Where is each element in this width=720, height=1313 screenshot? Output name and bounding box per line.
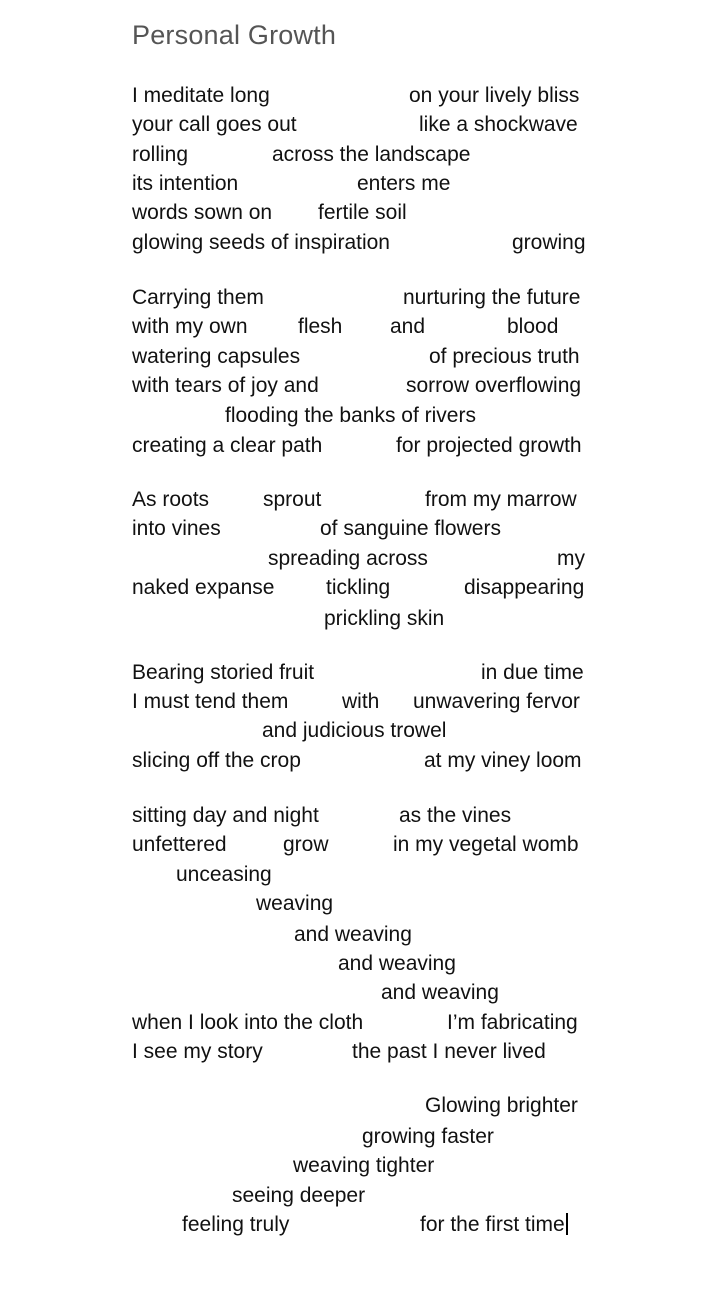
poem-line-segment: sorrow overflowing bbox=[406, 374, 582, 397]
poem-line-segment: grow bbox=[283, 833, 329, 856]
poem-line-segment: into vines bbox=[132, 517, 221, 540]
poem-line-segment: on your lively bliss bbox=[409, 84, 580, 107]
poem-line-segment: and judicious trowel bbox=[262, 719, 447, 742]
poem-line-segment: weaving tighter bbox=[293, 1154, 435, 1177]
poem-line-segment: I meditate long bbox=[132, 84, 270, 107]
poem-line-segment: of precious truth bbox=[429, 345, 580, 368]
poem-line-segment: your call goes out bbox=[132, 113, 297, 136]
poem-line-segment: seeing deeper bbox=[232, 1184, 366, 1207]
poem-line-segment: in due time bbox=[481, 661, 584, 684]
poem-line-segment: tickling bbox=[326, 576, 391, 599]
poem-line-segment: sitting day and night bbox=[132, 804, 319, 827]
poem-line-segment: and weaving bbox=[294, 923, 412, 946]
poem-line-segment: with bbox=[342, 690, 380, 713]
poem-line-segment: weaving bbox=[256, 892, 334, 915]
poem-line-segment: creating a clear path bbox=[132, 434, 323, 457]
poem-line-segment: and weaving bbox=[381, 981, 499, 1004]
poem-line-segment: unceasing bbox=[176, 863, 272, 886]
poem-line-segment: blood bbox=[507, 315, 559, 338]
poem-line-segment: fertile soil bbox=[318, 201, 407, 224]
poem-line-segment: and weaving bbox=[338, 952, 456, 975]
poem-line-segment: Glowing brighter bbox=[425, 1094, 578, 1117]
page-title: Personal Growth bbox=[132, 20, 337, 50]
poem-line-segment: naked expanse bbox=[132, 576, 275, 599]
poem-line-segment: with tears of joy and bbox=[132, 374, 319, 397]
poem-line-segment: prickling skin bbox=[324, 607, 445, 630]
poem-line-segment: watering capsules bbox=[132, 345, 301, 368]
poem-line-segment: slicing off the crop bbox=[132, 749, 301, 772]
poem-line-segment: with my own bbox=[132, 315, 248, 338]
poem-line-segment: Bearing storied fruit bbox=[132, 661, 315, 684]
poem-line-segment: words sown on bbox=[132, 201, 273, 224]
poem-line-segment: enters me bbox=[357, 172, 451, 195]
poem-line-segment: flooding the banks of rivers bbox=[225, 404, 476, 427]
poem-line-segment: rolling bbox=[132, 143, 189, 166]
poem-line-segment: at my viney loom bbox=[424, 749, 582, 772]
poem-line-segment: feeling truly bbox=[182, 1213, 290, 1236]
poem-line-segment: in my vegetal womb bbox=[393, 833, 579, 856]
poem-line-segment: disappearing bbox=[464, 576, 585, 599]
poem-line-segment: for the first time bbox=[420, 1213, 568, 1237]
poem-line-segment: my bbox=[557, 547, 585, 570]
poem-line-segment: its intention bbox=[132, 172, 239, 195]
poem-line-segment: when I look into the cloth bbox=[132, 1011, 364, 1034]
poem-line-segment: I must tend them bbox=[132, 690, 289, 713]
poem-line-segment: growing bbox=[512, 231, 586, 254]
text-cursor bbox=[566, 1213, 568, 1235]
poem-line-segment: As roots bbox=[132, 488, 210, 511]
poem-line-segment: unwavering fervor bbox=[413, 690, 580, 713]
poem-line-segment: flesh bbox=[298, 315, 343, 338]
poem-line-segment: the past I never lived bbox=[352, 1040, 546, 1063]
poem-line-segment: for projected growth bbox=[396, 434, 582, 457]
poem-line-segment: glowing seeds of inspiration bbox=[132, 231, 390, 254]
poem-line-segment: as the vines bbox=[399, 804, 512, 827]
poem-line-segment: I’m fabricating bbox=[447, 1011, 578, 1034]
poem-line-segment: and bbox=[390, 315, 426, 338]
poem-line-segment: I see my story bbox=[132, 1040, 263, 1063]
poem-line-segment: of sanguine flowers bbox=[320, 517, 501, 540]
poem-line-segment: unfettered bbox=[132, 833, 227, 856]
poem-line-segment: nurturing the future bbox=[403, 286, 581, 309]
poem-line-segment: across the landscape bbox=[272, 143, 471, 166]
poem-line-segment: from my marrow bbox=[425, 488, 577, 511]
poem-line-segment: sprout bbox=[263, 488, 322, 511]
poem-line-segment: spreading across bbox=[268, 547, 428, 570]
poem-line-segment: Carrying them bbox=[132, 286, 264, 309]
poem-line-segment: growing faster bbox=[362, 1125, 494, 1148]
poem-line-segment: like a shockwave bbox=[419, 113, 578, 136]
